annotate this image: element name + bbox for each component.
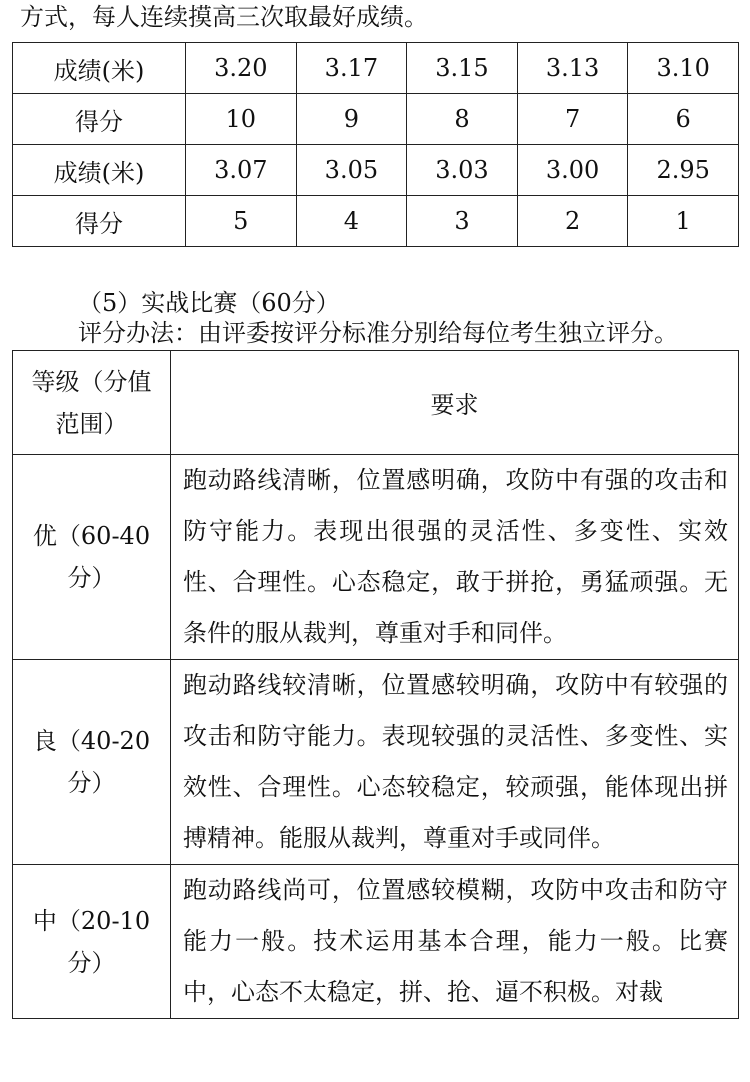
intro-line: 方式，每人连续摸高三次取最好成绩。 [20, 3, 428, 31]
table-cell: 3.03 [407, 145, 518, 196]
table-cell: 9 [296, 94, 407, 145]
table-cell: 3.10 [628, 43, 739, 94]
table-cell: 1 [628, 196, 739, 247]
requirement-cell: 跑动路线较清晰，位置感较明确，攻防中有较强的攻击和防守能力。表现较强的灵活性、多变性、实效性、合理性。心态较稳定，较顽强，能体现出拼搏精神。能服从裁判，尊重对手或同伴。 [171, 660, 739, 865]
table-cell: 3.05 [296, 145, 407, 196]
grade-table [12, 350, 739, 1019]
requirement-cell: 跑动路线尚可，位置感较模糊，攻防中攻击和防守能力一般。技术运用基本合理，能力一般。比赛中，心态不太稳定，拼、抢、逼不积极。对裁 [171, 865, 739, 1019]
row-label: 得分 [13, 196, 186, 247]
section-title: （5）实战比赛（60分） [78, 289, 340, 317]
table-cell: 3.20 [186, 43, 297, 94]
table-cell: 2.95 [628, 145, 739, 196]
table-cell: 7 [517, 94, 628, 145]
table-cell: 8 [407, 94, 518, 145]
score-table [12, 42, 739, 247]
table-cell: 2 [517, 196, 628, 247]
grade-header [13, 351, 171, 455]
requirement-cell: 跑动路线清晰，位置感明确，攻防中有强的攻击和防守能力。表现出很强的灵活性、多变性、实效性、合理性。心态稳定，敢于拼抢，勇猛顽强。无条件的服从裁判，尊重对手和同伴。 [171, 455, 739, 660]
method-line: 评分办法：由评委按评分标准分别给每位考生独立评分。 [78, 319, 678, 347]
table-cell: 3.07 [186, 145, 297, 196]
table-cell: 3.13 [517, 43, 628, 94]
grade-text: 良（40-20分） [32, 727, 151, 797]
table-row [13, 43, 739, 94]
table-cell: 10 [186, 94, 297, 145]
row-label: 成绩(米) [13, 43, 186, 94]
grade-cell [13, 660, 171, 865]
requirement-header: 要求 [171, 351, 739, 455]
table-cell: 3.17 [296, 43, 407, 94]
table-row [13, 660, 739, 865]
grade-text: 优（60-40分） [32, 522, 151, 592]
table-row [13, 196, 739, 247]
table-cell: 5 [186, 196, 297, 247]
table-cell: 4 [296, 196, 407, 247]
table-row [13, 865, 739, 1019]
table-row [13, 455, 739, 660]
table-cell: 3 [407, 196, 518, 247]
table-row [13, 94, 739, 145]
table-cell: 6 [628, 94, 739, 145]
table-cell: 3.00 [517, 145, 628, 196]
table-cell: 3.15 [407, 43, 518, 94]
row-label: 得分 [13, 94, 186, 145]
table-row [13, 145, 739, 196]
grade-cell [13, 455, 171, 660]
table-row [13, 351, 739, 455]
grade-text: 中（20-10分） [32, 906, 151, 977]
grade-header-text: 等级（分值范围） [31, 367, 152, 438]
grade-cell [13, 865, 171, 1019]
row-label: 成绩(米) [13, 145, 186, 196]
